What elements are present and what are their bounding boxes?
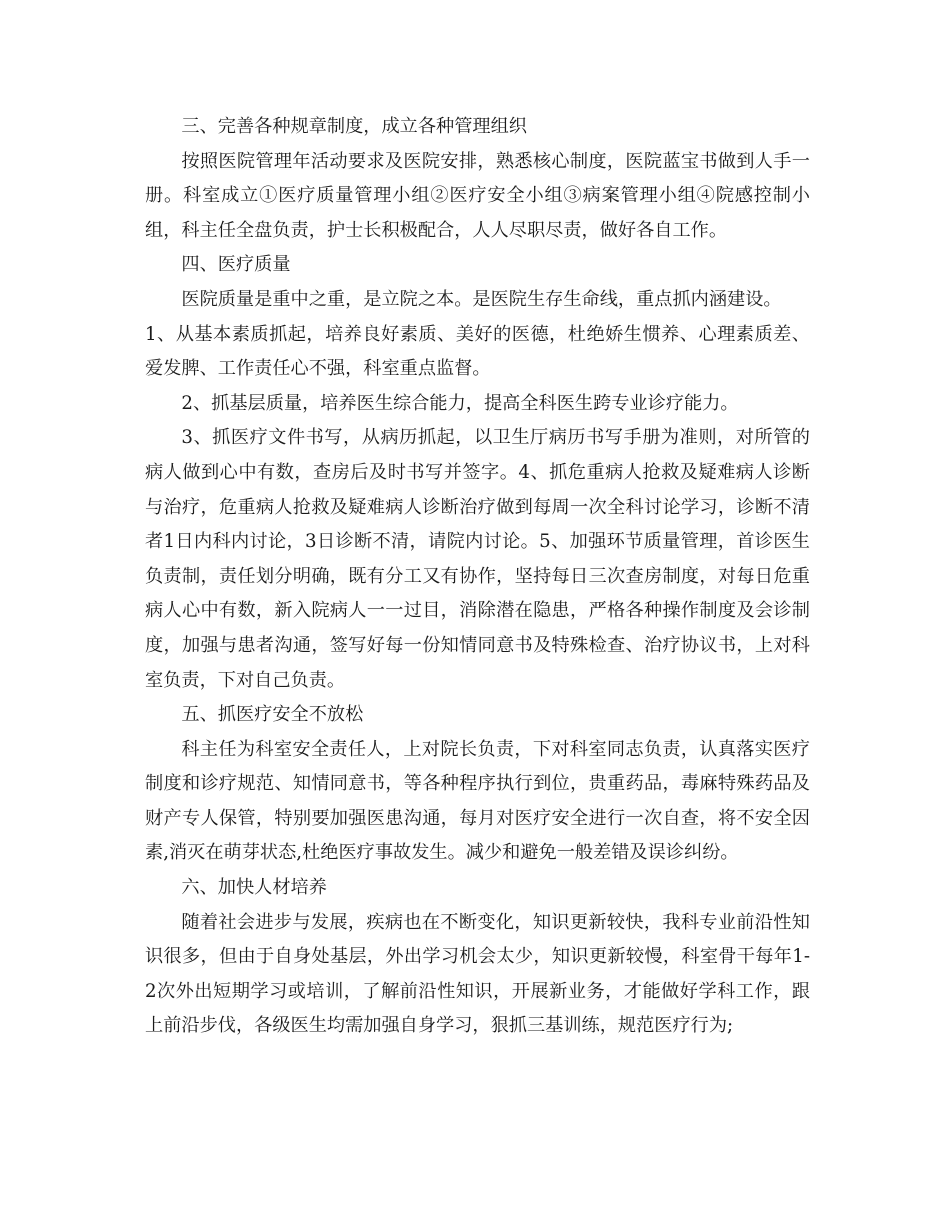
paragraph: 3、抓医疗文件书写，从病历抓起，以卫生厅病历书写手册为准则，对所管的病人做到心中有数，查房后及时书写并签字。4、抓危重病人抢救及疑难病人诊断与治疗，危重病人抢救及疑难病人诊断治疗做到每周一次全科讨论学习，诊断不清者1日内科内讨论，3日诊断不清，请院内讨论。5、加强环节质量管理，首诊医生负责制，责任划分明确，既有分工又有协作，坚持每日三次查房制度，对每日危重病人心中有数，新入院病人一一过目，消除潜在隐患，严格各种操作制度及会诊制度，加强与患者沟通，签写好每一份知情同意书及特殊检查、治疗协议书，上对科室负责，下对自己负责。 xyxy=(145,427,810,691)
paragraph: 科主任为科室安全责任人，上对院长负责，下对科室同志负责，认真落实医疗制度和诊疗规范、知情同意书，等各种程序执行到位，贵重药品，毒麻特殊药品及财产专人保管，特别要加强医患沟通，每月对医疗安全进行一次自查，将不安全因素,消灭在萌芽状态,杜绝医疗事故发生。减少和避免一般差错及误诊纠纷。 xyxy=(145,738,810,864)
paragraph: 随着社会进步与发展，疾病也在不断变化，知识更新较快，我科专业前沿性知识很多，但由于自身处基层，外出学习机会太少，知识更新较慢，科室骨干每年1-2次外出短期学习或培训，了解前沿性知识，开展新业务，才能做好学科工作，跟上前沿步伐，各级医生均需加强自身学习，狠抓三基训练，规范医疗行为; xyxy=(145,911,810,1037)
section-heading-3: 三、完善各种规章制度，成立各种管理组织 xyxy=(181,116,527,137)
paragraph: 按照医院管理年活动要求及医院安排，熟悉核心制度，医院蓝宝书做到人手一册。科室成立①医疗质量管理小组②医疗安全小组③病案管理小组④院感控制小组，科主任全盘负责，护士长积极配合，人人尽职尽责，做好各自工作。 xyxy=(145,150,810,241)
paragraph: 2、抓基层质量，培养医生综合能力，提高全科医生跨专业诊疗能力。 xyxy=(181,392,739,414)
paragraph: 医院质量是重中之重，是立院之本。是医院生存生命线，重点抓内涵建设。 xyxy=(181,288,782,310)
section-heading-4: 四、医疗质量 xyxy=(181,254,291,276)
section-heading-6: 六、加快人材培养 xyxy=(181,877,327,899)
section-heading-5: 五、抓医疗安全不放松 xyxy=(181,704,364,726)
document-body xyxy=(145,110,810,1044)
paragraph: 1、从基本素质抓起，培养良好素质、美好的医德，杜绝娇生惯养、心理素质差、爱发脾、工作责任心不强，科室重点监督。 xyxy=(145,323,810,380)
